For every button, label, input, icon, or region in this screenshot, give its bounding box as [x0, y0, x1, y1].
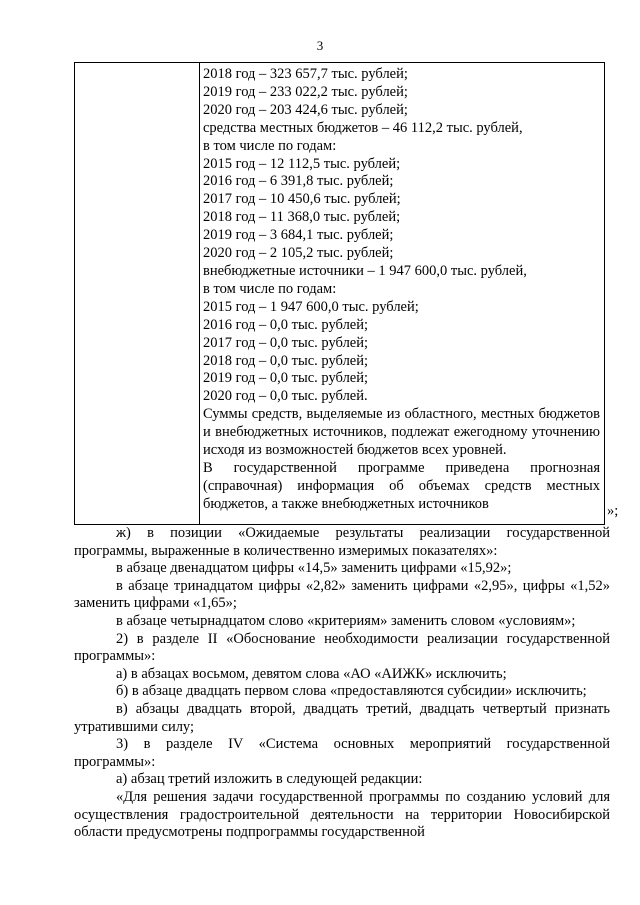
body-paragraph: в абзаце двенадцатом цифры «14,5» заменить цифрами «15,92»; — [116, 560, 512, 577]
body-paragraph: а) абзац третий изложить в следующей редакции: — [116, 771, 423, 788]
body-paragraph: «Для решения задачи государственной программы по созданию условий для осуществления градостроительной деятельности на территории Новосибирской области предусмотрены подпрограммы государственной — [74, 788, 610, 841]
body-paragraph: в абзаце четырнадцатом слово «критериям» заменить словом «условиям»; — [116, 612, 576, 629]
page-number: 3 — [316, 38, 324, 53]
table-line: в том числе по годам: — [203, 280, 337, 297]
document-body — [74, 525, 610, 842]
table-line: 2019 год – 3 684,1 тыс. рублей; — [203, 227, 394, 244]
table-line: средства местных бюджетов – 46 112,2 тыс. рублей, — [203, 119, 523, 136]
funding-table — [74, 62, 605, 525]
body-paragraph: б) в абзаце двадцать первом слова «предоставляются субсидии» исключить; — [116, 683, 587, 700]
table-paragraph: Суммы средств, выделяемые из областного, местных бюджетов и внебюджетных источников, подлежат ежегодному уточнению исходя из возможностей бюджетов всех уровней. — [203, 406, 600, 459]
body-paragraph: а) в абзацах восьмом, девятом слова «АО «АИЖК» исключить; — [116, 665, 507, 682]
body-paragraph: в) абзацы двадцать второй, двадцать третий, двадцать четвертый признать утратившими силу; — [74, 700, 610, 735]
table-paragraph: В государственной программе приведена прогнозная (справочная) информация об объемах средств местных бюджетов, а также внебюджетных источников — [203, 459, 600, 512]
table-line: в том числе по годам: — [203, 137, 337, 154]
closing-quote: »; — [607, 503, 619, 519]
table-line: 2017 год – 10 450,6 тыс. рублей; — [203, 191, 401, 208]
table-line: 2019 год – 233 022,2 тыс. рублей; — [203, 83, 408, 100]
table-content-cell — [203, 66, 600, 514]
table-line: 2015 год – 1 947 600,0 тыс. рублей; — [203, 298, 419, 315]
table-line: 2018 год – 323 657,7 тыс. рублей; — [203, 66, 408, 82]
body-paragraph: 2) в разделе II «Обоснование необходимости реализации государственной программы»: — [74, 630, 610, 665]
table-column-divider — [199, 63, 200, 524]
table-line: 2019 год – 0,0 тыс. рублей; — [203, 370, 369, 387]
table-line: 2020 год – 0,0 тыс. рублей. — [203, 388, 368, 405]
table-line: 2020 год – 203 424,6 тыс. рублей; — [203, 101, 408, 118]
table-line: 2020 год – 2 105,2 тыс. рублей; — [203, 245, 394, 262]
table-line: 2016 год – 0,0 тыс. рублей; — [203, 316, 369, 333]
table-line: 2018 год – 0,0 тыс. рублей; — [203, 352, 369, 369]
body-paragraph: в абзаце тринадцатом цифры «2,82» заменить цифрами «2,95», цифры «1,52» заменить цифрами «1,65»; — [74, 577, 610, 612]
body-paragraph: 3) в разделе IV «Система основных мероприятий государственной программы»: — [74, 736, 610, 770]
table-line: 2018 год – 11 368,0 тыс. рублей; — [203, 209, 401, 226]
table-line: 2016 год – 6 391,8 тыс. рублей; — [203, 173, 394, 190]
body-paragraph: ж) в позиции «Ожидаемые результаты реализации государственной программы, выраженные в количественно измеримых показателях»: — [74, 525, 610, 559]
table-line: внебюджетные источники – 1 947 600,0 тыс. рублей, — [203, 262, 527, 279]
table-line: 2017 год – 0,0 тыс. рублей; — [203, 334, 369, 351]
table-line: 2015 год – 12 112,5 тыс. рублей; — [203, 155, 401, 172]
